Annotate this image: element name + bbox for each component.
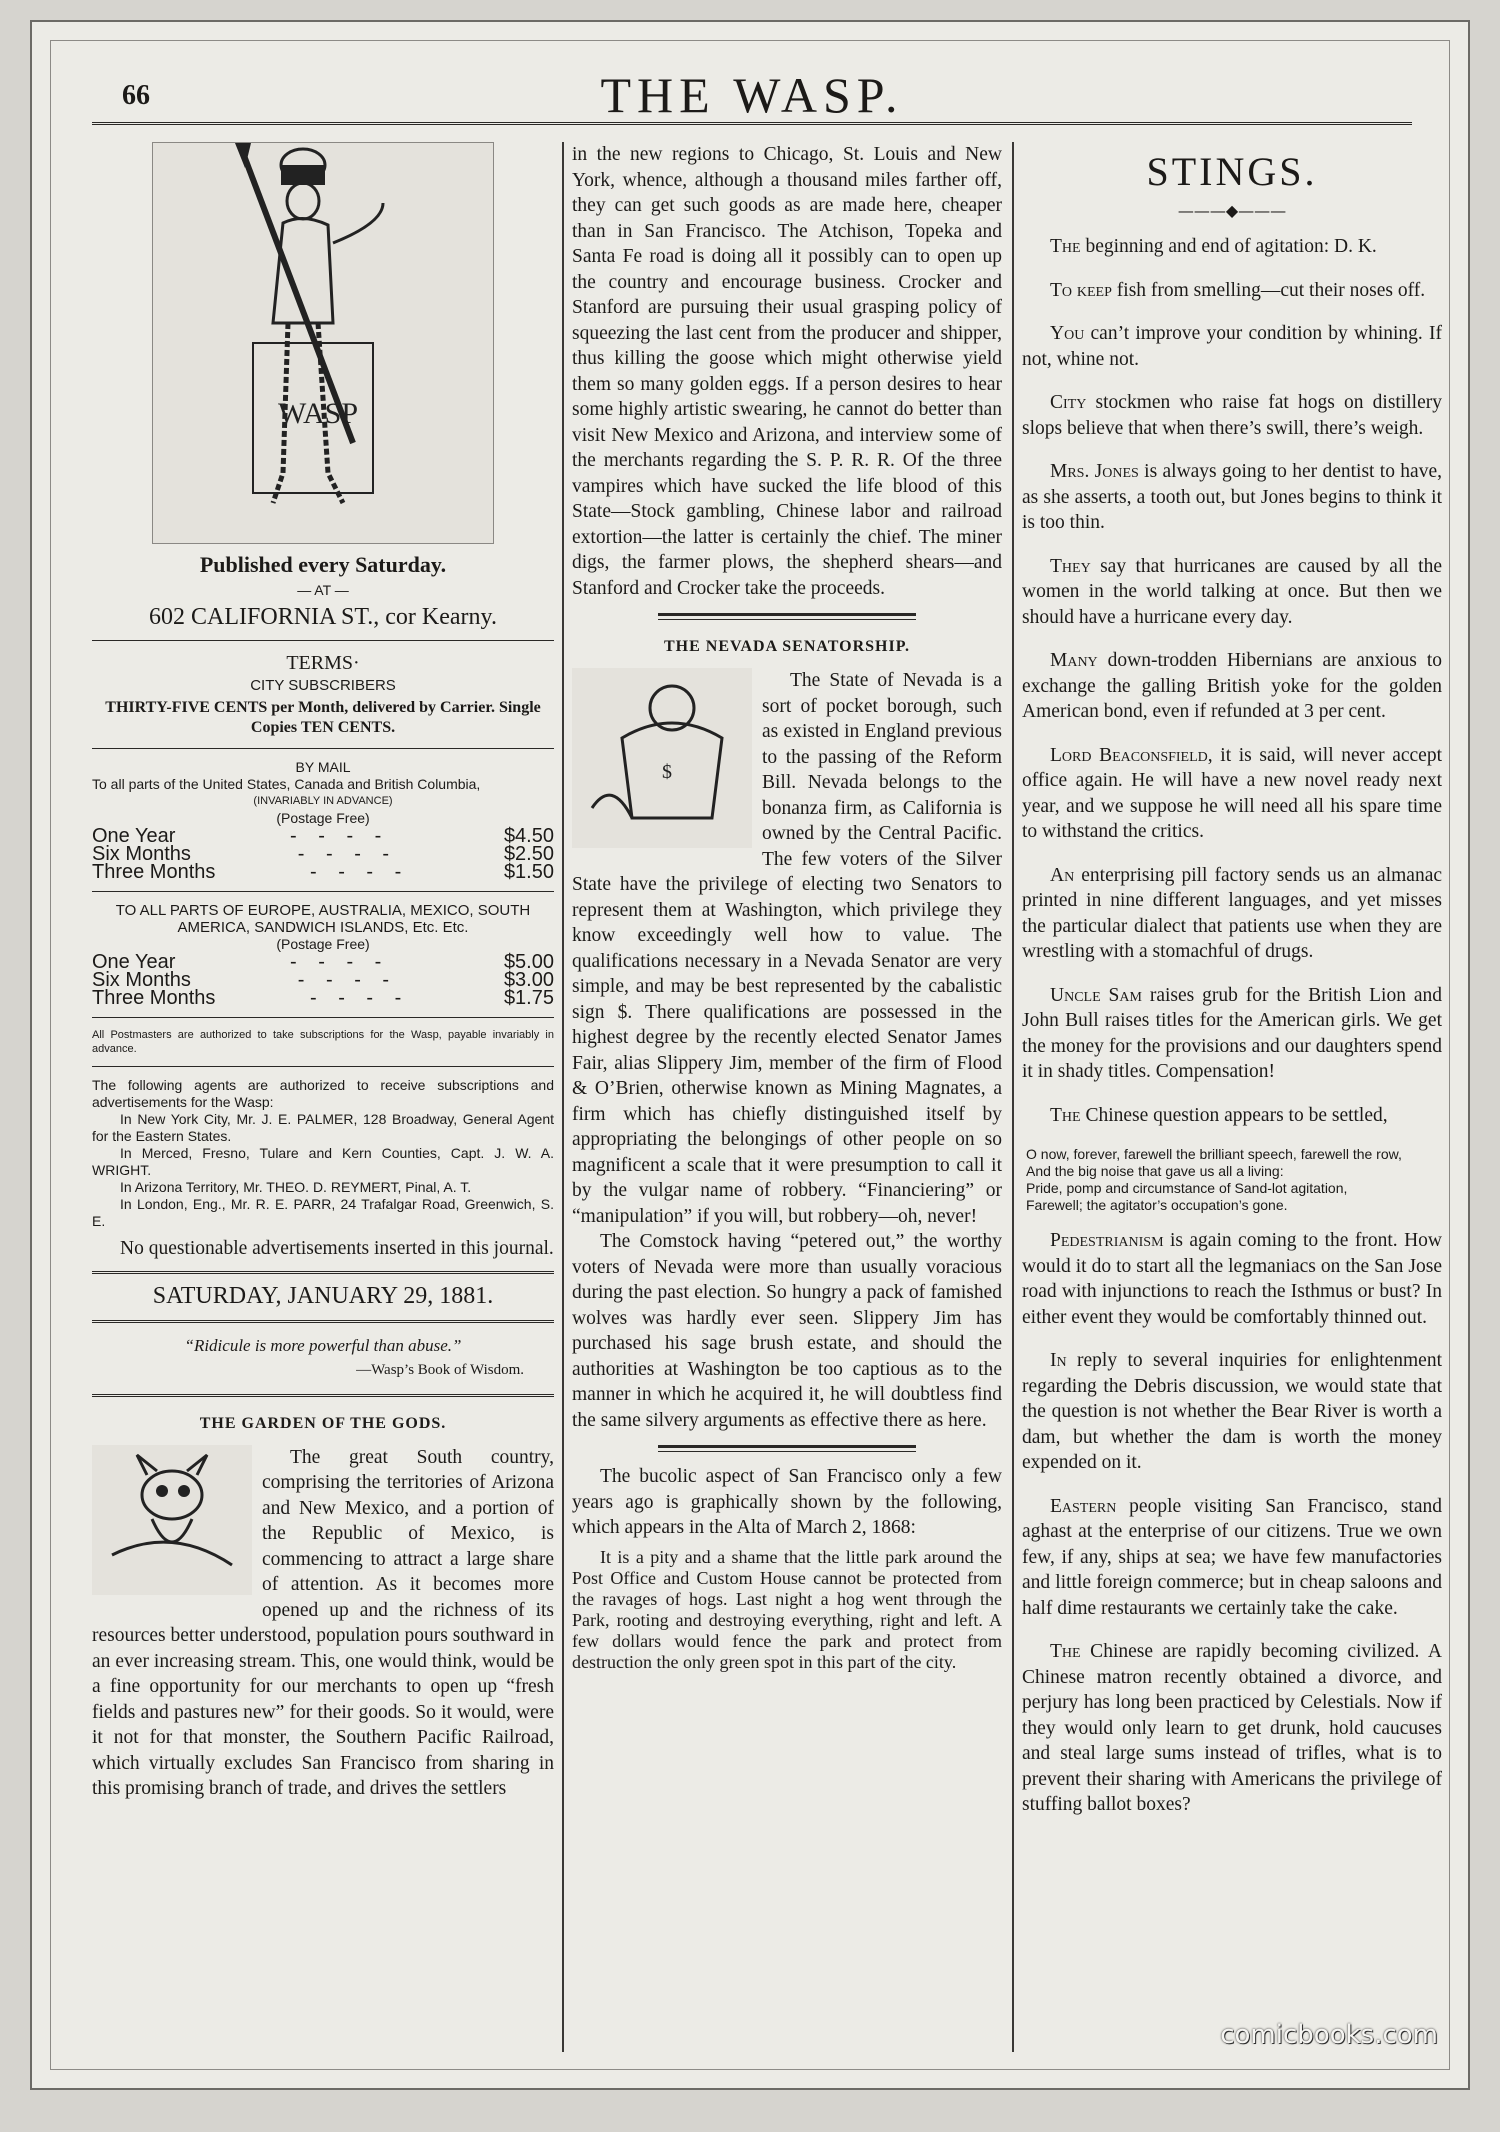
column-3 [1022, 142, 1442, 1836]
verse-line: And the big noise that gave us all a living: [1026, 1163, 1284, 1179]
sting-lead: Eastern [1050, 1495, 1117, 1517]
svg-text:WASP: WASP [278, 397, 359, 430]
sting-lead: The [1050, 1104, 1081, 1126]
sting-lead: Lord Beaconsfield, [1050, 744, 1213, 766]
leader-dots: - - - - [310, 860, 410, 883]
leader-dots: - - - - [290, 824, 390, 847]
price-row [92, 860, 554, 883]
sting-text: Chinese are rapidly becoming civilized. A Chinese matron recently obtained a divorce, and perjury has long been practiced by Celestials. Now if they would only learn to get drunk, hold caucuses and steal large sums instead of trifles, what is to prevent their sharing with Americans the privilege of stuffing ballot boxes? [1022, 1641, 1442, 1815]
comstock-text: The Comstock having “petered out,” the worthy voters of Nevada were more than usually voracious during the past election. So hungry a pack of famished wolves was hardly ever seen. Slippery Jim has purchased his sage brush estate, and should the authorities at Washington be too captious as to the manner in which he acquired it, he will doubtless find the same silvery arguments as effective there as here. [572, 1231, 1002, 1431]
sting-text: is always going to her dentist to have, as she asserts, a tooth out, but Jones begins to think it is too thin. [1022, 461, 1442, 533]
agent-entry: In London, Eng., Mr. R. E. PARR, 24 Trafalgar Road, Greenwich, S. E. [92, 1195, 554, 1229]
sting-lead: Mrs. Jones [1050, 461, 1139, 482]
published-line: Published every Saturday. [199, 552, 447, 577]
sting-item [1022, 1103, 1442, 1129]
sting-text: stockmen who raise fat hogs on distillery slops believe that when there’s swill, there’s weigh. [1022, 392, 1442, 439]
sting-lead: In [1050, 1350, 1067, 1371]
sting-item [1022, 234, 1442, 260]
agent-entry: In New York City, Mr. J. E. PALMER, 128 Broadway, General Agent for the Eastern States. [92, 1110, 554, 1144]
price-label: Six Months [92, 842, 191, 865]
price-row [92, 986, 554, 1009]
sting-item [1022, 648, 1442, 725]
bymail-heading: BY MAIL [295, 758, 351, 775]
sting-item [1022, 743, 1442, 845]
sting-item [1022, 1494, 1442, 1622]
price-label: Three Months [92, 860, 216, 883]
price-value: $1.75 [503, 986, 554, 1009]
sting-lead: Uncle Sam [1050, 984, 1142, 1006]
column-2 [572, 142, 1002, 1673]
sting-text: beginning and end of agitation: D. K. [1080, 236, 1377, 257]
verse-line: Farewell; the agitator’s occupation’s gone. [1026, 1197, 1288, 1213]
column-1 [92, 142, 554, 1802]
newspaper-title: THE WASP. [600, 67, 904, 123]
title-ornament: ———◆——— [1177, 201, 1287, 220]
agent-entry: In Arizona Territory, Mr. THEO. D. REYMERT, Pinal, A. T. [120, 1178, 472, 1195]
sting-lead: To keep [1050, 279, 1112, 301]
column-rule [562, 142, 564, 2052]
alta-quote: It is a pity and a shame that the little park around the Post Office and Custom House cannot be protected from the ravages of hogs. Last night a hog went through the Park, rooting and destroying everything, right and left. A few dollars would fence the park and protect from destruction the only green spot in this part of the city. [572, 1546, 1002, 1672]
watermark: comicbooks.com [1220, 2020, 1438, 2050]
stings-title: STINGS. [1146, 149, 1318, 194]
postage-note: (Postage Free) [276, 809, 370, 826]
sting-text: is again coming to the front. How would it do to start all the legmaniacs on the San Jose road with injunctions to reach the Isthmus or bust? In either event they would be comfortably thinned out. [1022, 1230, 1442, 1328]
stings-list [1022, 234, 1442, 1128]
price-row [92, 950, 554, 973]
sting-text: fish from smelling—cut their noses off. [1111, 279, 1426, 301]
devil-illustration [92, 1445, 252, 1595]
address: 602 CALIFORNIA ST., cor Kearny. [149, 603, 497, 630]
sting-item [1022, 554, 1442, 631]
sting-item [1022, 459, 1442, 536]
newspaper-page [30, 20, 1470, 2090]
sting-item [1022, 1228, 1442, 1330]
no-adv-note: No questionable advertisements inserted in this journal. [120, 1237, 554, 1259]
garden-title: THE GARDEN OF THE GODS. [199, 1414, 447, 1432]
sting-item [1022, 863, 1442, 965]
stings-list-2 [1022, 1228, 1442, 1818]
issue-date: SATURDAY, JANUARY 29, 1881. [152, 1283, 494, 1309]
nevada-title: THE NEVADA SENATORSHIP. [663, 638, 911, 655]
postage-note-2: (Postage Free) [276, 935, 370, 952]
sting-item [1022, 1348, 1442, 1476]
agents-intro: The following agents are authorized to receive subscriptions and advertisements for the Wasp: [92, 1076, 554, 1110]
price-value: $1.50 [503, 860, 554, 883]
price-label: One Year [92, 950, 176, 973]
sting-text: down-trodden Hibernians are anxious to exchange the galling British yoke for the golden American bond, even if refunded at 3 per cent. [1022, 650, 1442, 722]
leader-dots: - - - - [297, 968, 398, 991]
sting-item [1022, 321, 1442, 372]
sting-item [1022, 390, 1442, 441]
leader-dots: - - - - [297, 842, 398, 865]
sting-item [1022, 278, 1442, 304]
price-label: Three Months [92, 986, 216, 1009]
sting-lead: An [1050, 864, 1075, 886]
leader-dots: - - - - [310, 986, 410, 1009]
sting-lead: The [1050, 1641, 1081, 1662]
garden-continued: in the new regions to Chicago, St. Louis and New York, whence, although a thousand miles farther off, they can get such goods as are made here, cheaper than in San Francisco. The Atchison, Topeka and Santa Fe road is doing all it possibly can to open up the country and encourage business. Crocker and Stanford are pursuing their usual grasping policy of squeezing the last cent from the producer and shipper, thus killing the goose which might otherwise yield them so many golden eggs. If a person desires to hear some highly artistic swearing, he cannot do better than visit New Mexico and Arizona, and interview some of the merchants regarding the S. P. R. R. Of the three vampires which have sucked the life blood of this State—Stock gambling, Chinese labor and railroad extortion—the latter is certainly the chief. The miner digs, the farmer plows, the shepherd shears—and Stanford and Crocker take the proceeds. [572, 144, 1002, 599]
sting-text: people visiting San Francisco, stand aghast at the enterprise of our citizens. True we own few, if any, ships at sea; we have few manufactories and little foreign commerce; but in cheap saloons and half dime restaurants we certainly take the cake. [1022, 1495, 1442, 1619]
price-row [92, 968, 554, 991]
sting-item [1022, 983, 1442, 1085]
motto: “Ridicule is more powerful than abuse.” [184, 1335, 462, 1355]
europe-heading: TO ALL PARTS OF EUROPE, AUSTRALIA, MEXICO, SOUTH AMERICA, SANDWICH ISLANDS, Etc. Etc. [115, 901, 531, 936]
sting-text: can’t improve your condition by whining. If not, whine not. [1022, 323, 1442, 370]
leader-dots: - - - - [290, 950, 390, 973]
us-price-list [92, 824, 554, 883]
bucolic-text: The bucolic aspect of San Francisco only a few years ago is graphically shown by the following, which appears in the Alta of March 2, 1868: [572, 1466, 1002, 1538]
page-number: 66 [122, 80, 150, 111]
sting-item [1022, 1639, 1442, 1818]
sting-text: Chinese question appears to be settled, [1080, 1104, 1388, 1126]
agents-list [92, 1111, 554, 1230]
verse-line: O now, forever, farewell the brilliant speech, farewell the row, [1026, 1146, 1402, 1162]
sting-lead: Pedestrianism [1050, 1230, 1164, 1251]
at-line: — AT — [297, 581, 349, 598]
sting-lead: The [1050, 236, 1081, 257]
price-value: $4.50 [503, 824, 554, 847]
wasp-illustration [152, 142, 494, 544]
price-label: One Year [92, 824, 176, 847]
sting-text: enterprising pill factory sends us an almanac printed in nine different languages, and yet misses the particular dialect that patients use when they are wrestling with a stomachful of drugs. [1022, 864, 1442, 962]
sting-text: reply to several inquiries for enlightenment regarding the Debris discussion, we would state that the question is not whether the Bear River is worth a dam, but whether the dam is worth the money expended on it. [1022, 1350, 1442, 1473]
invariably-note: (INVARIABLY IN ADVANCE) [253, 794, 393, 807]
agent-entry: In Merced, Fresno, Tulare and Kern Counties, Capt. J. W. A. WRIGHT. [92, 1144, 554, 1178]
price-value: $5.00 [503, 950, 554, 973]
sting-text: raises grub for the British Lion and John Bull raises titles for the American girls. We get the money for the provisions and our daughters spend it in shady titles. Compensation! [1022, 984, 1442, 1082]
price-value: $3.00 [503, 968, 554, 991]
verse-line: Pride, pomp and circumstance of Sand-lot agitation, [1026, 1180, 1348, 1196]
sting-lead: They [1050, 555, 1091, 577]
sting-text: say that hurricanes are caused by all the women in the world talking at once. But then we should have a hurricane every day. [1022, 555, 1442, 628]
terms-heading: TERMS· [286, 652, 360, 674]
bymail-to: To all parts of the United States, Canada and British Columbia, [92, 775, 481, 792]
stings-verse [1022, 1146, 1442, 1214]
price-row [92, 824, 554, 847]
masthead [92, 52, 1412, 125]
eu-price-list [92, 950, 554, 1009]
sting-lead: Many [1050, 650, 1098, 671]
city-rate: THIRTY-FIVE CENTS per Month, delivered by Carrier. Single Copies TEN CENTS. [105, 698, 541, 736]
column-rule [1012, 142, 1014, 2052]
price-label: Six Months [92, 968, 191, 991]
nevada-illustration [572, 668, 752, 848]
price-row [92, 842, 554, 865]
city-subscribers: CITY SUBSCRIBERS [250, 676, 396, 694]
garden-text: The great South country, comprising the territories of Arizona and New Mexico, and a portion of the Republic of Mexico, is commencing to attract a large share of attention. As it becomes more opened up and the richness of its resources better understood, population pours southward in an ever increasing stream. This, one would think, would be a fine opportunity for our merchants to open up “fresh fields and pastures new” for their goods. So it would, were it not for that monster, the Southern Pacific Railroad, which virtually excludes San Francisco from sharing in this promising branch of trade, and drives the settlers [92, 1446, 554, 1799]
price-value: $2.50 [503, 842, 554, 865]
sting-lead: You [1050, 323, 1085, 344]
sting-text: it is said, will never accept office again. He will have a new novel ready next year, and we suppose he will need all his spare time to withstand the critics. [1022, 744, 1442, 842]
motto-source: —Wasp’s Book of Wisdom. [356, 1362, 524, 1378]
sting-lead: City [1050, 392, 1087, 413]
svg-text:$: $ [662, 761, 672, 783]
nevada-text: The State of Nevada is a sort of pocket borough, such as existed in England previous to the passing of the Reform Bill. Nevada belongs to the bonanza firm, as California is owned by the Central Pacific. The few voters of the Silver State have the privilege of electing two Senators to represent them at Washington, which privilege they know exceedingly well how to value. The qualifications necessary in a Nevada Senator are very simple, and may be best represented by the cabalistic sign $. There qualifications are possessed in the highest degree by the recently elected Senator James Fair, alias Slippery Jim, member of the firm of Flood & O’Brien, otherwise known as Mining Magnates, a firm which has chiefly distinguished itself by appropriating the belongings of other people on so magnificent a scale that it were presumption to call it by the vulgar name of robbery. “Financiering” or “manipulation” if you will, but robbery—oh, never! [572, 670, 1002, 1227]
postmasters-note: All Postmasters are authorized to take subscriptions for the Wasp, payable invariably in advance. [92, 1028, 554, 1055]
